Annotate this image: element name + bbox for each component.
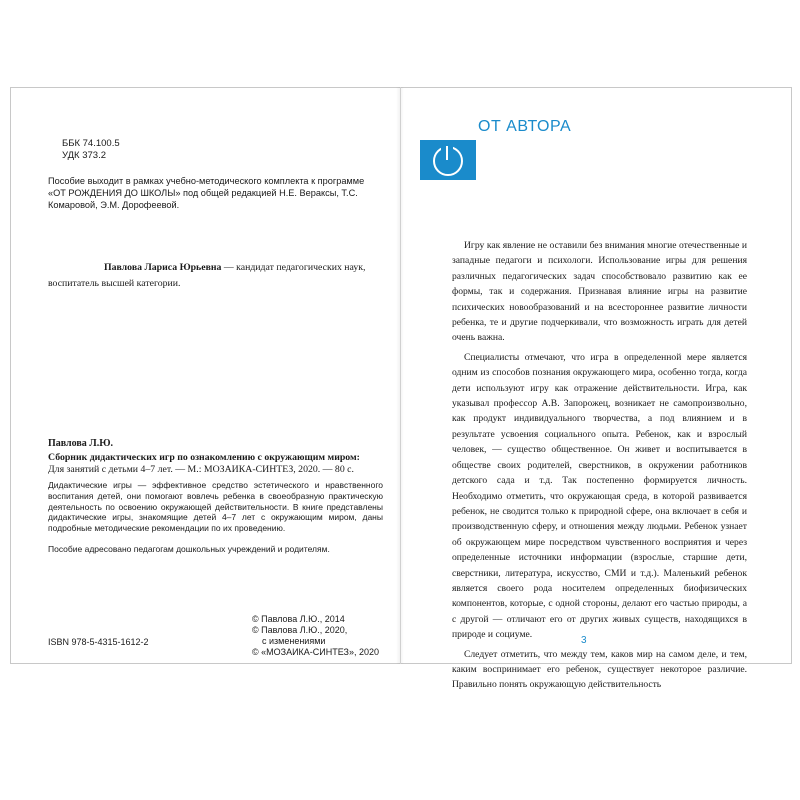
copyright-line: с изменениями (262, 636, 326, 646)
copyright-block (252, 614, 379, 658)
series-note: Пособие выходит в рамках учебно-методического комплекта к программе «ОТ РОЖДЕНИЯ ДО ШКОЛЫ» под общей редакцией Н.Е. Вераксы, Т.С. Комаровой, Э.М. Дорофеевой. (48, 176, 365, 211)
chapter-body (452, 238, 747, 697)
audience-note: Пособие адресовано педагогам дошкольных учреждений и родителям. (48, 544, 330, 554)
isbn: ISBN 978-5-4315-1612-2 (48, 637, 149, 647)
power-icon-line (446, 146, 448, 160)
annotation: Дидактические игры — эффективное средство эстетического и нравственного воспитания детей, они помогают вовлечь ребенка в своеобразную практическую деятельность по освоению окружающей действительности. В книге представлены дидактические игры, знакомящие детей 4–7 лет с окружающим миром, даны подробные методические рекомендации по их проведению. (48, 480, 383, 534)
classification-codes (62, 138, 120, 162)
paragraph: Специалисты отмечают, что игра в определенной мере является одним из способов познания окружающего мира, особенно тогда, когда дети используют игру как отражение действительности. Игра, как указывал профессор А.В. Запорожец, возникает не самопроизвольно, как продукт индивидуального творчества, а под влиянием и в результате усвоения социального опыта. Ребенок, как и взрослый человек, — существо общественное. Он живет и воспитывается в обществе своих родителей, сверстников, в окружении работников детского сада и т.д. Так постепенно формируется личность. Необходимо отметить, что окружающая среда, в которой развивается ребенок, не сводится только к природной сфере, она включает в себя и производственную сферу, и отношения между людьми. Ребенок узнает об окружающем мире посредством чувственного восприятия и через определенные источники информации (взрослые, старшие дети, сверстники, литература, искусство, СМИ и т.д.). Маленький ребенок является своего рода носителем определенных биофизических компонентов, которые, с одной стороны, делают его частью природы, а с другой — отличают его от других живых существ, находящихся в природе и социуме. (452, 351, 747, 641)
udk-code: УДК 373.2 (62, 150, 106, 161)
chapter-heading: ОТ АВТОРА (478, 118, 572, 135)
bbk-code: ББК 74.100.5 (62, 138, 120, 149)
paragraph: Следует отметить, что между тем, каков мир на самом деле, и тем, каким воспринимает его ребенок, существует некоторое различие. Правильно понять окружающую действительность (452, 648, 747, 691)
copyright-line: © Павлова Л.Ю., 2014 (252, 614, 345, 624)
author-name: Павлова Лариса Юрьевна (104, 262, 222, 273)
book-gutter (400, 87, 401, 664)
biblio-author: Павлова Л.Ю. (48, 438, 114, 449)
copyright-line: © «МОЗАИКА-СИНТЕЗ», 2020 (252, 647, 380, 657)
author-info (48, 260, 378, 291)
paragraph: Игру как явление не оставили без внимания многие отечественные и западные педагоги и психологи. Использование игры для решения различных педагогических задач способствовало развитию как ее формы, так и содержания. Признавая влияние игры на развитие психических новообразований и на всестороннее развитие личности ребенка, те и другие подчеркивали, что возможность играть для детей очень важна. (452, 240, 747, 344)
copyright-line: © Павлова Л.Ю., 2020, (252, 625, 348, 635)
power-icon (433, 146, 463, 176)
biblio-imprint: Для занятий с детьми 4–7 лет. — М.: МОЗАИКА-СИНТЕЗ, 2020. — 80 с. (48, 464, 354, 475)
biblio-title: Сборник дидактических игр по ознакомлению с окружающим миром: (48, 452, 360, 463)
page-number: 3 (581, 635, 587, 646)
author-description: — кандидат педагогических наук, воспитатель высшей категории. (48, 262, 366, 289)
